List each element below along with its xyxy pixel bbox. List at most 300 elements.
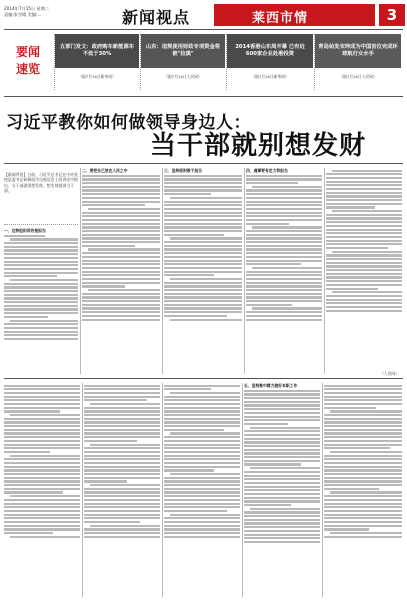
body-text-line <box>164 440 240 442</box>
body-text-line <box>164 491 240 493</box>
body-text-line <box>326 225 402 227</box>
body-text-line <box>244 493 320 495</box>
body-text-line <box>246 285 322 287</box>
body-text-lines <box>326 170 402 312</box>
body-text-line <box>244 445 320 447</box>
body-text-line <box>82 274 160 276</box>
body-text-line <box>326 221 402 223</box>
body-text-line <box>250 508 320 510</box>
body-text-line <box>82 178 160 180</box>
body-text-line <box>324 488 379 490</box>
body-text-line <box>170 197 242 199</box>
body-text-line <box>82 212 160 214</box>
body-text-line <box>4 421 80 423</box>
body-text-line <box>164 289 242 291</box>
body-text-line <box>246 248 322 250</box>
body-text-lines <box>4 235 78 340</box>
body-text-line <box>324 421 402 423</box>
body-text-line <box>4 290 78 292</box>
body-text-line <box>84 499 160 501</box>
body-text-line <box>4 246 78 248</box>
body-text-line <box>244 497 320 499</box>
body-text-line <box>244 486 320 488</box>
body-text-line <box>164 503 240 505</box>
body-text-line <box>90 444 160 446</box>
body-text-line <box>84 528 160 530</box>
body-text-line <box>4 510 80 512</box>
body-text-line <box>164 429 224 431</box>
body-column <box>326 168 402 368</box>
body-text-line <box>4 305 78 307</box>
body-text-line <box>4 297 78 299</box>
body-text-line <box>244 419 320 421</box>
body-text-line <box>324 514 402 516</box>
body-text-line <box>324 414 402 416</box>
body-text-line <box>164 517 240 519</box>
body-text-line <box>4 425 80 427</box>
body-text-line <box>246 256 322 258</box>
body-text-line <box>164 521 240 523</box>
body-text-line <box>164 403 240 405</box>
column-divider <box>324 168 325 374</box>
body-text-line <box>164 495 240 497</box>
column-divider <box>162 383 163 597</box>
body-text-line <box>324 418 402 420</box>
quick-news-item[interactable] <box>140 34 225 90</box>
body-text-line <box>164 469 214 471</box>
body-text-line <box>164 407 240 409</box>
body-text-line <box>4 316 48 318</box>
body-text-line <box>164 451 240 453</box>
body-text-line <box>324 396 402 398</box>
body-text-line <box>246 278 322 280</box>
body-text-line <box>246 319 322 321</box>
body-text-line <box>332 251 402 253</box>
body-text-line <box>246 282 322 284</box>
body-text-line <box>4 294 78 296</box>
body-text-line <box>164 300 242 302</box>
body-text-line <box>4 491 63 493</box>
body-text-line <box>4 447 80 449</box>
body-text-line <box>164 178 242 180</box>
body-text-line <box>4 308 78 310</box>
body-text-line <box>324 407 376 409</box>
body-text-line <box>82 219 160 221</box>
body-text-line <box>84 429 160 431</box>
body-text-line <box>170 432 240 434</box>
body-text-line <box>4 331 78 333</box>
body-text-line <box>330 410 402 412</box>
body-text-line <box>164 458 240 460</box>
body-text-line <box>164 256 242 258</box>
column-divider <box>80 168 81 374</box>
body-text-line <box>164 477 240 479</box>
body-text-line <box>82 234 160 236</box>
body-text-line <box>4 403 80 405</box>
body-text-line <box>84 388 160 390</box>
body-text-line <box>82 293 160 295</box>
body-text-line <box>10 279 78 281</box>
body-text-lines <box>164 175 242 321</box>
body-text-line <box>164 399 240 401</box>
body-text-line <box>82 230 160 232</box>
body-text-line <box>324 499 402 501</box>
body-text-line <box>326 310 402 312</box>
body-text-line <box>246 237 322 239</box>
body-text-line <box>164 175 242 177</box>
body-text-line <box>246 230 322 232</box>
body-text-line <box>326 302 402 304</box>
body-text-line <box>326 177 402 179</box>
body-text-line <box>326 295 402 297</box>
body-text-line <box>324 503 402 505</box>
body-text-line <box>10 238 78 240</box>
body-text-line <box>324 510 402 512</box>
quick-news-source: （据7月14日新华网） <box>78 74 116 79</box>
body-text-line <box>244 401 320 403</box>
body-text-line <box>84 436 160 438</box>
body-text-lines <box>84 385 160 538</box>
body-column <box>246 168 322 374</box>
quick-news-item[interactable] <box>226 34 313 90</box>
body-text-line <box>164 252 242 254</box>
body-text-line <box>4 488 80 490</box>
body-text-line <box>84 536 160 538</box>
body-text-line <box>244 390 320 392</box>
body-text-line <box>170 319 242 321</box>
body-text-line <box>4 473 80 475</box>
body-text-line <box>252 267 322 269</box>
body-text-line <box>252 307 322 309</box>
body-text-line <box>164 241 242 243</box>
body-text-line <box>164 204 242 206</box>
body-text-line <box>326 265 402 267</box>
article-lead: 【新闻背景】日前，习近平总书记在中央党校县委书记研修班学员座谈会上的讲话中指出，当干部就别想发财，想发财就别当干部。 <box>4 172 78 225</box>
body-text-line <box>244 397 320 399</box>
body-text-line <box>82 282 160 284</box>
body-text-line <box>326 273 402 275</box>
body-text-line <box>4 410 60 412</box>
body-text-line <box>4 503 80 505</box>
body-text-line <box>324 525 402 527</box>
body-text-line <box>164 193 211 195</box>
body-text-line <box>246 296 322 298</box>
body-text-line <box>84 473 160 475</box>
page-number: 3 <box>377 4 405 26</box>
body-text-line <box>4 477 80 479</box>
body-text-line <box>332 291 402 293</box>
section-title: 新闻视点 <box>122 8 191 27</box>
body-text-line <box>244 449 320 451</box>
body-text-line <box>246 300 322 302</box>
body-text-line <box>244 500 320 502</box>
body-text-line <box>324 392 402 394</box>
body-text-line <box>246 260 322 262</box>
body-text-line <box>82 296 160 298</box>
body-text-line <box>324 469 402 471</box>
body-text-line <box>84 421 160 423</box>
body-text-line <box>84 495 160 497</box>
body-text-line <box>244 430 320 432</box>
body-column <box>164 383 240 597</box>
body-text-line <box>82 186 160 188</box>
body-text-line <box>244 463 301 465</box>
body-text-line <box>326 258 402 260</box>
body-text-line <box>244 412 320 414</box>
column-name: 莱西市情 <box>252 11 309 26</box>
body-text-line <box>244 416 320 418</box>
body-text-line <box>4 235 45 237</box>
body-text-line <box>326 280 402 282</box>
body-text-line <box>246 271 322 273</box>
body-text-line <box>164 223 242 225</box>
body-text-line <box>164 536 240 538</box>
body-text-line <box>164 528 240 530</box>
body-text-line <box>84 414 160 416</box>
quick-news-title[interactable]: 2014香港山东周开幕 已有近600家企业赴港投资 <box>227 34 313 68</box>
body-text-line <box>4 253 78 255</box>
body-text-line <box>4 499 80 501</box>
body-text-line <box>324 480 402 482</box>
body-text-line <box>4 436 80 438</box>
body-text-line <box>4 275 57 277</box>
body-text-line <box>84 517 160 519</box>
body-text-line <box>82 256 160 258</box>
body-text-line <box>4 323 78 325</box>
quick-news-title[interactable]: 山东：违规使用财政专项资金将被"拉黑" <box>141 34 225 68</box>
body-text-line <box>326 203 402 205</box>
body-text-line <box>324 477 402 479</box>
body-text-line <box>326 192 402 194</box>
body-text-line <box>326 269 402 271</box>
body-text-line <box>10 414 80 416</box>
body-text-line <box>88 248 160 250</box>
body-text-line <box>4 444 80 446</box>
body-text-line <box>246 311 322 313</box>
body-text-line <box>324 521 402 523</box>
body-text-line <box>244 423 288 425</box>
article-subhead: 一、这种组织讲的是担当 <box>4 228 46 233</box>
body-text-line <box>84 506 160 508</box>
body-text-line <box>164 462 240 464</box>
body-text-line <box>244 408 320 410</box>
body-text-line <box>324 444 402 446</box>
body-text-line <box>164 436 240 438</box>
body-text-line <box>246 293 322 295</box>
body-text-line <box>170 514 240 516</box>
body-text-line <box>4 462 80 464</box>
body-text-line <box>244 511 320 513</box>
body-text-line <box>82 285 125 287</box>
quick-news-label-line1: 要闻 <box>15 45 40 59</box>
body-text-line <box>324 425 402 427</box>
body-text-line <box>164 484 240 486</box>
body-text-line <box>88 289 160 291</box>
quick-news-title[interactable]: 五部门发文：政府购车新能源车不低于30% <box>55 34 139 68</box>
article-subhead: 三、坚持原则敢于担当 <box>164 168 202 173</box>
body-text-line <box>324 536 402 538</box>
quick-news-title[interactable]: 青岛始发宋坤成为中国首位完成环球航行女水手 <box>315 34 401 68</box>
body-text-line <box>4 525 80 527</box>
body-text-line <box>10 536 80 538</box>
body-text-line <box>326 284 402 286</box>
body-text-line <box>246 212 322 214</box>
body-column <box>84 383 160 597</box>
body-text-line <box>244 478 320 480</box>
body-text-line <box>326 236 402 238</box>
body-text-line <box>164 226 242 228</box>
article-subhead: 四、遇事要有定力和担当 <box>246 168 288 173</box>
body-text-line <box>246 234 322 236</box>
body-text-line <box>332 170 402 172</box>
body-text-line <box>164 267 242 269</box>
body-text-line <box>324 473 402 475</box>
body-text-line <box>246 182 298 184</box>
body-text-line <box>244 541 320 543</box>
body-text-line <box>164 219 242 221</box>
body-text-line <box>330 451 402 453</box>
page-header <box>4 4 403 28</box>
quick-news-label-line2: 速览 <box>15 62 40 76</box>
body-text-lines <box>82 175 160 321</box>
body-text-line <box>90 484 160 486</box>
body-text-line <box>88 208 160 210</box>
body-text-line <box>164 499 240 501</box>
column-divider <box>242 383 243 597</box>
body-text-line <box>164 410 240 412</box>
header-rule <box>4 29 403 30</box>
body-text-line <box>164 425 240 427</box>
body-text-line <box>4 272 78 274</box>
body-text-line <box>250 427 320 429</box>
quick-news-item[interactable] <box>54 34 139 90</box>
body-text-line <box>82 304 160 306</box>
body-text-line <box>90 403 160 405</box>
body-text-line <box>246 197 322 199</box>
column-divider <box>322 383 323 597</box>
body-text-line <box>84 385 160 387</box>
body-text-line <box>170 392 240 394</box>
body-text-line <box>326 214 402 216</box>
body-text-line <box>164 285 242 287</box>
body-text-line <box>84 440 137 442</box>
body-text-line <box>244 434 320 436</box>
body-text-line <box>164 201 242 203</box>
body-text-line <box>4 418 80 420</box>
body-text-line <box>10 455 80 457</box>
body-text-line <box>244 519 320 521</box>
body-text-line <box>84 503 160 505</box>
body-text-line <box>82 201 160 203</box>
body-text-line <box>244 456 320 458</box>
body-text-line <box>246 175 322 177</box>
body-text-line <box>244 404 320 406</box>
body-text-line <box>82 223 160 225</box>
body-text-line <box>164 525 240 527</box>
body-text-line <box>326 181 402 183</box>
body-text-line <box>246 263 301 265</box>
body-text-line <box>326 232 402 234</box>
article-kicker: 习近平教你如何做领导身边人： <box>6 113 251 133</box>
body-text-line <box>82 267 160 269</box>
body-text-line <box>4 484 80 486</box>
quick-news-item[interactable] <box>314 34 401 90</box>
body-text-line <box>82 197 160 199</box>
body-text-line <box>82 237 160 239</box>
body-text-line <box>82 307 160 309</box>
body-text-line <box>324 429 402 431</box>
body-text-line <box>324 403 402 405</box>
body-text-line <box>84 462 160 464</box>
body-text-line <box>164 385 240 387</box>
body-text-line <box>170 237 242 239</box>
column-divider <box>162 168 163 374</box>
body-text-line <box>4 451 50 453</box>
body-text-line <box>4 338 78 340</box>
body-text-line <box>246 215 322 217</box>
body-text-line <box>84 392 160 394</box>
body-text-line <box>4 517 80 519</box>
body-text-line <box>244 441 320 443</box>
body-text-line <box>82 315 160 317</box>
headline-rule <box>4 163 403 164</box>
body-text-line <box>164 510 227 512</box>
body-text-line <box>164 293 242 295</box>
body-text-line <box>246 289 322 291</box>
body-text-line <box>164 248 242 250</box>
body-text-line <box>326 195 402 197</box>
body-text-line <box>164 447 240 449</box>
body-text-line <box>170 473 240 475</box>
body-text-lines <box>244 390 320 543</box>
body-text-line <box>324 528 369 530</box>
body-text-line <box>4 458 80 460</box>
body-text-line <box>4 429 80 431</box>
body-text-line <box>246 274 322 276</box>
body-text-line <box>164 271 242 273</box>
body-text-line <box>84 432 160 434</box>
body-text-line <box>4 242 78 244</box>
body-text-line <box>324 432 402 434</box>
body-text-line <box>326 243 402 245</box>
body-text-line <box>82 311 160 313</box>
body-text-line <box>4 521 80 523</box>
body-text-line <box>326 288 378 290</box>
body-text-line <box>164 455 240 457</box>
body-text-line <box>4 392 80 394</box>
body-text-line <box>164 532 240 534</box>
body-text-line <box>164 212 242 214</box>
body-text-line <box>82 193 160 195</box>
body-text-line <box>82 300 160 302</box>
body-text-line <box>4 264 78 266</box>
body-text-line <box>164 296 242 298</box>
body-text-line <box>82 271 160 273</box>
body-text-line <box>244 530 320 532</box>
body-text-line <box>326 206 375 208</box>
quick-news-label <box>5 44 51 78</box>
body-text-line <box>244 471 320 473</box>
body-text-line <box>324 388 402 390</box>
quick-news-source: （据7月14日新华网） <box>251 74 289 79</box>
body-text-line <box>4 396 80 398</box>
body-text-line <box>82 245 135 247</box>
body-text-line <box>324 440 402 442</box>
body-text-line <box>84 410 160 412</box>
body-text-line <box>164 414 240 416</box>
body-text-line <box>246 193 322 195</box>
body-text-line <box>244 475 320 477</box>
